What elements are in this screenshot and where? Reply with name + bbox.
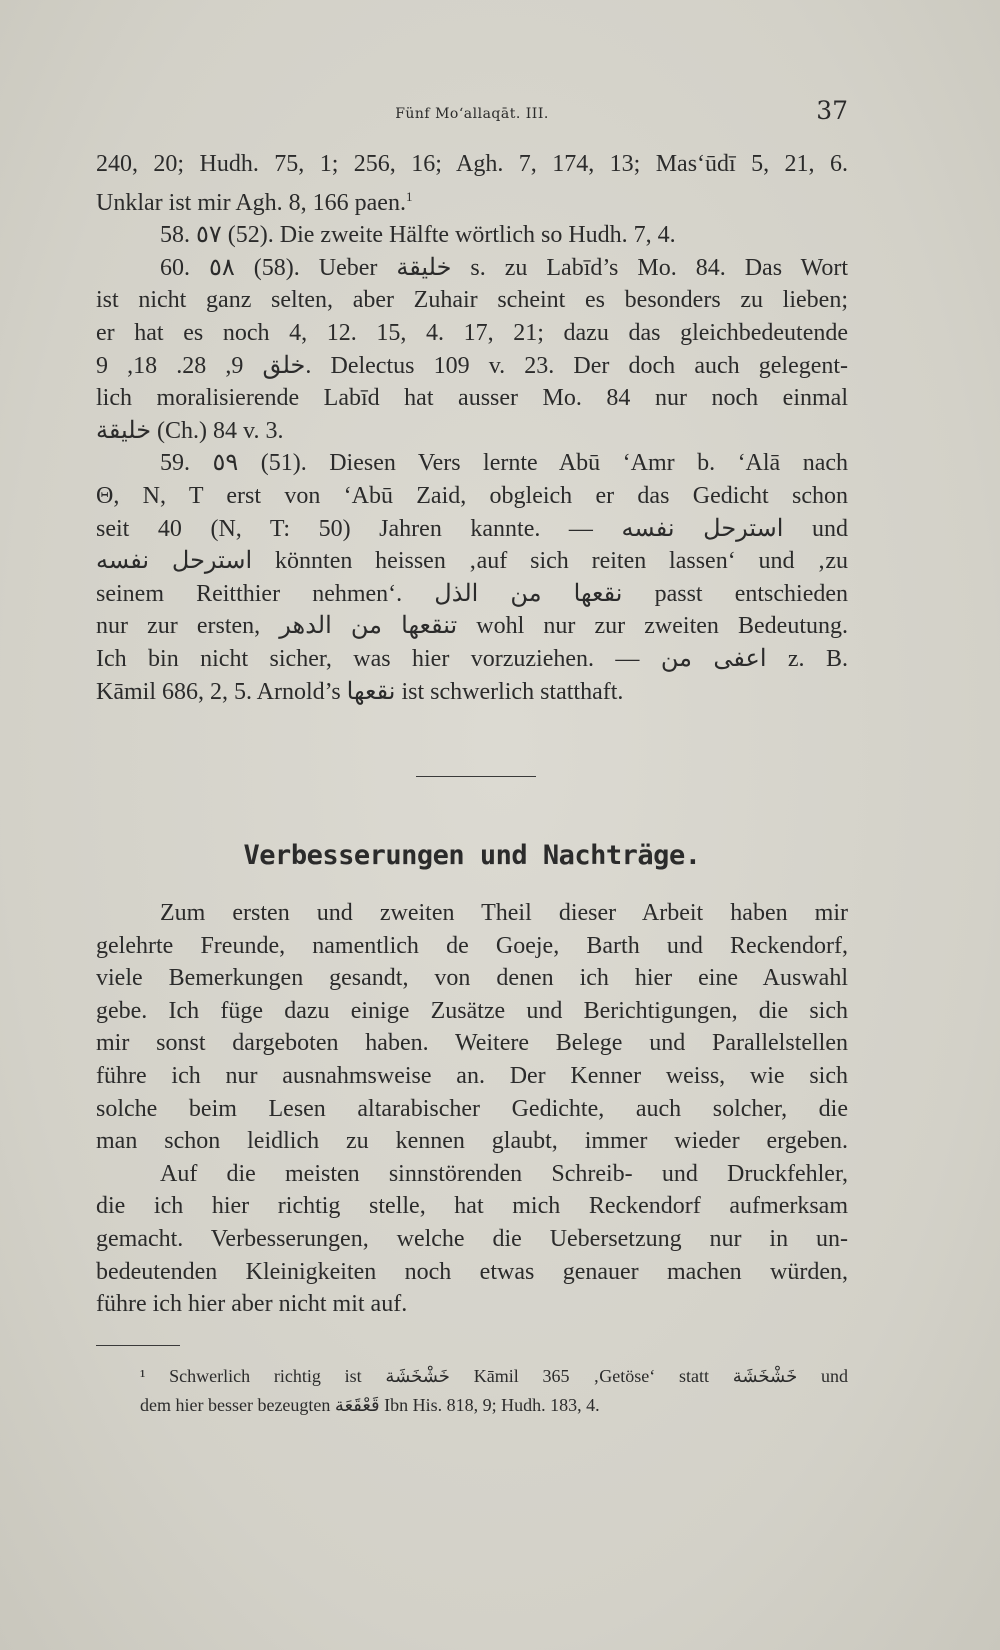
footnote-rule (96, 1345, 180, 1346)
text-line: Ich bin nicht sicher, was hier vorzuziehen. — اعفى من z. B. (96, 645, 848, 672)
section-line: gebe. Ich füge dazu einige Zusätze und Berichtigungen, die sich (96, 997, 848, 1024)
commentary-text (96, 148, 848, 708)
text-line: Θ, N, T erst von ‘Abū Zaid, obgleich er das Gedicht schon (96, 482, 848, 509)
footnote-line: ¹ Schwerlich richtig ist خَشْخَشَة Kāmil 365 ‚Getöse‘ statt خَشْخَشَة und (140, 1366, 848, 1386)
section-line: führe ich hier aber nicht mit auf. (96, 1291, 408, 1318)
text-line: er hat es noch 4, 12. 15, 4. 17, 21; dazu das gleichbedeutende (96, 319, 848, 346)
text-line: خليقة (Ch.) 84 v. 3. (96, 417, 284, 444)
footnotes (96, 1362, 848, 1420)
text-line: nur zur ersten, تنقعها من الدهر wohl nur zur zweiten Bedeutung. (96, 613, 848, 640)
section-line: viele Bemerkungen gesandt, von denen ich hier eine Auswahl (96, 965, 848, 992)
section-line: solche beim Lesen altarabischer Gedichte, auch solcher, die (96, 1095, 848, 1122)
text-line: seit 40 (N, T: 50) Jahren kannte. — استرحل نفسه und (96, 515, 848, 542)
footnote-marker: 1 (405, 188, 413, 204)
running-head: Fünf Mo‘allaqāt. III. (395, 106, 549, 122)
section-line: Zum ersten und zweiten Theil dieser Arbeit haben mir (160, 900, 848, 926)
section-divider (416, 776, 536, 777)
text-line: 59. ٥٩ (51). Diesen Vers lernte Abū ‘Amr b. ‘Alā nach (160, 450, 848, 477)
text-line: lich moralisierende Labīd hat ausser Mo. 84 nur noch einmal (96, 385, 848, 412)
section-line: gemacht. Verbesserungen, welche die Uebersetzung nur in un- (96, 1225, 848, 1252)
text-line: 58. ٥٧ (52). Die zweite Hälfte wörtlich so Hudh. 7, 4. (160, 222, 676, 249)
section-line: man schon leidlich zu kennen glaubt, immer wieder ergeben. (96, 1128, 848, 1155)
section-line: Auf die meisten sinnstörenden Schreib- und Druckfehler, (160, 1160, 848, 1187)
section-line: gelehrte Freunde, namentlich de Goeje, Barth und Reckendorf, (96, 932, 848, 959)
text-line (96, 181, 848, 220)
section-title: Verbesserungen und Nachträge. (243, 840, 701, 871)
text-line: seinem Reitthier nehmen‘. نقعها من الذل passt entschieden (96, 580, 848, 607)
section-line: die ich hier richtig stelle, hat mich Reckendorf aufmerksam (96, 1193, 848, 1220)
section-body (96, 897, 848, 1321)
page-header (96, 96, 848, 136)
section-line: mir sonst dargeboten haben. Weitere Belege und Parallelstellen (96, 1030, 848, 1057)
page-number: 37 (816, 96, 848, 125)
section-line: führe ich nur ausnahmsweise an. Der Kenner weiss, wie sich (96, 1062, 848, 1089)
text-line: ist nicht ganz selten, aber Zuhair scheint es besonders zu lieben; (96, 287, 848, 314)
text-line: خلق 9, 28. 18, 9. Delectus 109 v. 23. Der doch auch gelegent- (96, 352, 848, 379)
footnote-line: dem hier besser bezeugten قَعْقَعَة Ibn His. 818, 9; Hudh. 183, 4. (140, 1395, 600, 1415)
text-line-content: Unklar ist mir Agh. 8, 166 paen. (96, 189, 406, 216)
text-line: 240, 20; Hudh. 75, 1; 256, 16; Agh. 7, 174, 13; Mas‘ūdī 5, 21, 6. (96, 151, 848, 177)
text-line: 60. ٥٨ (58). Ueber خليقة s. zu Labīd’s Mo. 84. Das Wort (160, 254, 848, 281)
text-line: Kāmil 686, 2, 5. Arnold’s نقعها ist schwerlich statthaft. (96, 678, 624, 705)
text-line: استرحل نفسه könnten heissen ‚auf sich reiten lassen‘ und ‚zu (96, 548, 848, 575)
section-line: bedeutenden Kleinigkeiten noch etwas genauer machen würden, (96, 1258, 848, 1285)
